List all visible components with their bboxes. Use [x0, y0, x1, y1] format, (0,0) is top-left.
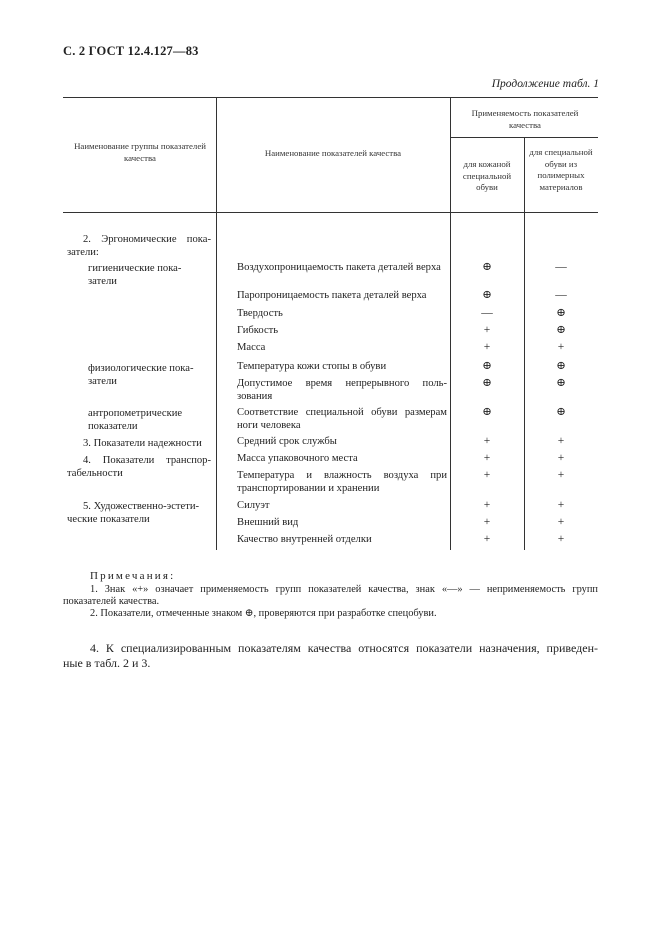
page-header: С. 2 ГОСТ 12.4.127—83: [63, 44, 199, 58]
polymer-applicability-mark: ⊕: [556, 324, 566, 336]
indicator-name: Качество внутренней отделки: [237, 534, 372, 545]
header-group-name: Наименование группы показателей качества: [74, 141, 206, 163]
leather-applicability-mark: +: [483, 533, 491, 545]
group-physiological-cont: затели: [88, 376, 117, 387]
group-reliability: 3. Показатели надежности: [83, 438, 202, 449]
polymer-applicability-mark: +: [557, 516, 565, 528]
leather-applicability-mark: ⊕: [482, 261, 492, 273]
column-divider-1: [216, 97, 217, 550]
group-aesthetic: 5. Художественно-эстети-: [83, 501, 200, 512]
leather-applicability-mark: —: [481, 307, 493, 319]
indicator-name: Масса упаковочного места: [237, 453, 358, 464]
leather-applicability-mark: +: [483, 341, 491, 353]
indicator-name: Силуэт: [237, 500, 270, 511]
polymer-applicability-mark: —: [555, 289, 567, 301]
indicator-name: Масса: [237, 342, 266, 353]
indicator-name: Температура и влажность воздуха при: [237, 470, 447, 481]
leather-applicability-mark: +: [483, 452, 491, 464]
group-ergonomic: 2. Эргономические пока-: [83, 234, 211, 245]
indicator-name: Средний срок службы: [237, 436, 337, 447]
header-leather-shoes: для кожаной специальной обуви: [462, 159, 512, 192]
polymer-applicability-mark: +: [557, 452, 565, 464]
indicator-name: Допустимое время непрерывного поль-: [237, 378, 447, 389]
polymer-applicability-mark: ⊕: [556, 377, 566, 389]
indicator-name-cont: зования: [237, 391, 273, 402]
group-hygienic-cont: затели: [88, 276, 117, 287]
leather-applicability-mark: +: [483, 499, 491, 511]
note-1: 1. Знак «+» означает применяемость групп показателей качества, знак «—» — неприменяемость групп: [90, 584, 598, 595]
group-anthropometric: антропометрические: [88, 408, 183, 419]
header-indicator-name: Наименование показателей качества: [264, 148, 402, 158]
group-hygienic: гигиенические пока-: [88, 263, 182, 274]
polymer-applicability-mark: +: [557, 341, 565, 353]
indicator-name: Температура кожи стопы в обуви: [237, 361, 387, 372]
indicator-name: Внешний вид: [237, 517, 299, 528]
leather-applicability-mark: ⊕: [482, 360, 492, 372]
polymer-applicability-mark: ⊕: [556, 360, 566, 372]
table-continuation-label: Продолжение табл. 1: [491, 78, 599, 90]
group-physiological: физиологические пока-: [88, 363, 194, 374]
polymer-applicability-mark: ⊕: [556, 307, 566, 319]
note-2: 2. Показатели, отмеченные знаком ⊕, проверяются при разработке спецобуви.: [90, 608, 437, 619]
paragraph-4: 4. К специализированным показателям качества относятся показатели назначения, приведен-: [90, 641, 598, 655]
indicator-name-cont: ноги человека: [237, 420, 301, 431]
polymer-applicability-mark: —: [555, 261, 567, 273]
indicator-name: Паропроницаемость пакета деталей верха: [237, 290, 427, 301]
quality-indicators-table: [63, 97, 598, 550]
leather-applicability-mark: ⊕: [482, 406, 492, 418]
note-1-cont: показателей качества.: [63, 596, 160, 607]
header-applicability: Применяемость показателей качества: [471, 108, 579, 130]
indicator-name-cont: транспортировании и хранении: [237, 483, 380, 494]
leather-applicability-mark: +: [483, 324, 491, 336]
polymer-applicability-mark: +: [557, 499, 565, 511]
polymer-applicability-mark: +: [557, 435, 565, 447]
table-top-rule: [63, 97, 598, 98]
group-anthropometric-cont: показатели: [88, 421, 138, 432]
group-ergonomic-cont: затели:: [67, 247, 99, 258]
leather-applicability-mark: +: [483, 516, 491, 528]
indicator-name: Соответствие специальной обуви размерам: [237, 407, 447, 418]
group-transportability: 4. Показатели транспор-: [83, 455, 211, 466]
paragraph-4-cont: ные в табл. 2 и 3.: [63, 656, 151, 670]
indicator-name: Гибкость: [237, 325, 279, 336]
table-header-rule: [63, 212, 598, 213]
leather-applicability-mark: +: [483, 435, 491, 447]
group-aesthetic-cont: ческие показатели: [67, 514, 150, 525]
indicator-name: Твердость: [237, 308, 283, 319]
header-polymer-shoes: для специальной обуви из полимерных материалов: [529, 147, 593, 192]
polymer-applicability-mark: +: [557, 533, 565, 545]
leather-applicability-mark: ⊕: [482, 289, 492, 301]
polymer-applicability-mark: +: [557, 469, 565, 481]
leather-applicability-mark: ⊕: [482, 377, 492, 389]
notes-title: Примечания:: [90, 570, 176, 582]
leather-applicability-mark: +: [483, 469, 491, 481]
polymer-applicability-mark: ⊕: [556, 406, 566, 418]
group-transportability-cont: табельности: [67, 468, 123, 479]
indicator-name: Воздухопроницаемость пакета деталей верха: [237, 262, 441, 273]
